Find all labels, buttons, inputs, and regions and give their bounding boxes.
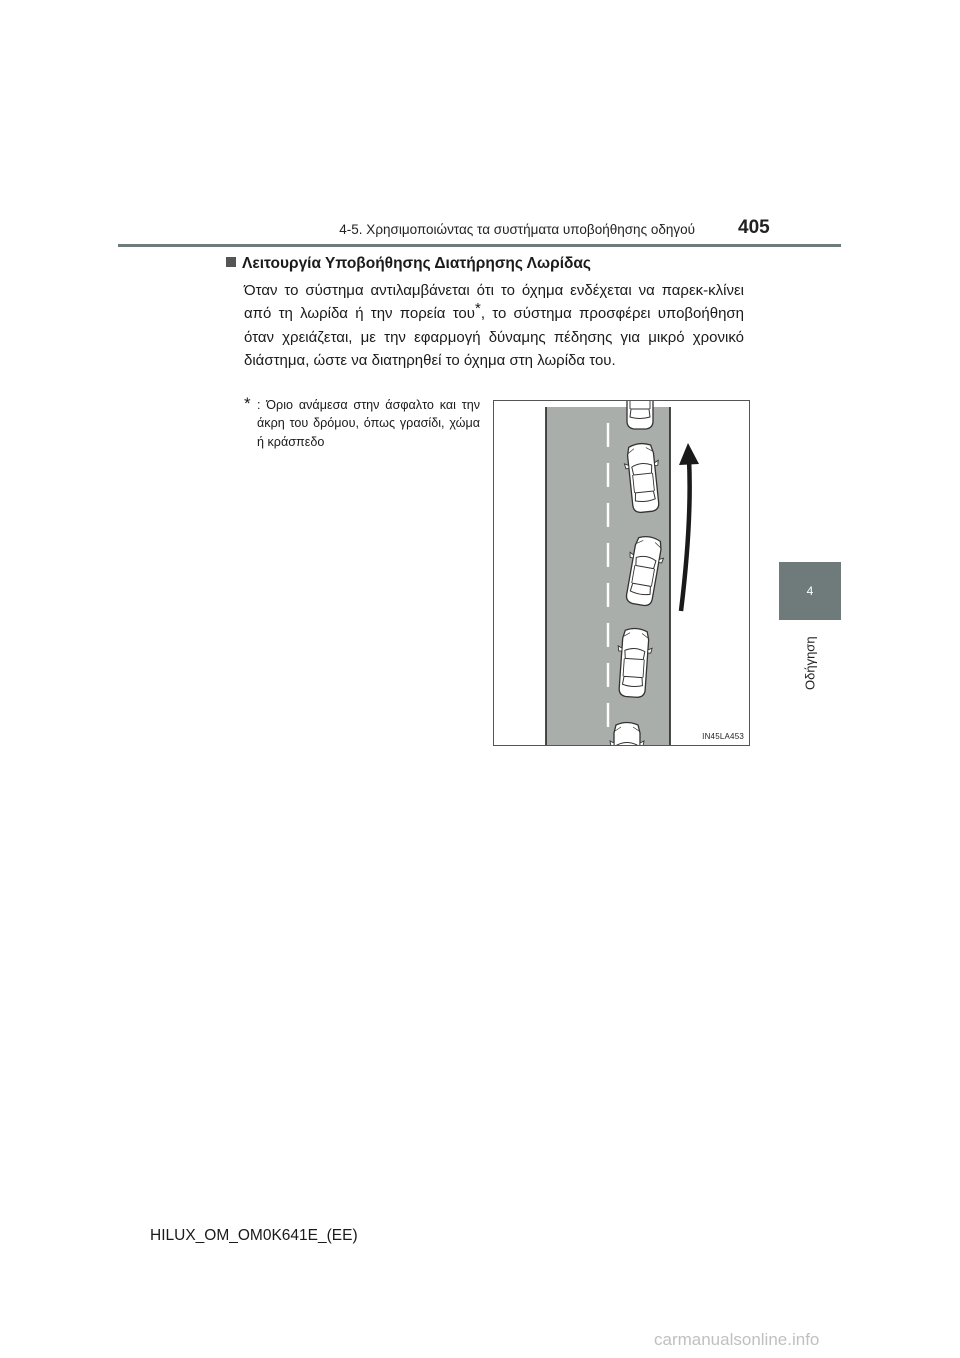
footnote-reference: * [474, 300, 481, 318]
chapter-tab[interactable] [779, 562, 841, 620]
chapter-number: 4 [806, 584, 814, 598]
watermark: carmanualsonline.info [654, 1330, 820, 1349]
body-text-part2: , το σύστημα προσφέρει υποβοήθηση όταν χρειάζεται, με την εφαρμογή δύναμης πέδησης για μικρό χρονικό διάστημα, ώστε να διατηρηθεί το όχημα στη λωρίδα του. [244, 305, 745, 370]
footnote-mark: * [244, 394, 251, 413]
chapter-label [779, 628, 841, 698]
car-icon [623, 401, 657, 429]
square-bullet-icon [226, 257, 236, 267]
section-title: 4-5. Χρησιμοποιώντας τα συστήματα υποβοήθησης οδηγού [339, 222, 695, 237]
footnote-text: : Όριο ανάμεσα στην άσφαλτο και την άκρη του δρόμου, όπως γρασίδι, χώμα ή κράσπεδο [257, 397, 480, 449]
body-text-part1: Όταν το σύστημα αντιλαμβάνεται ότι το όχημα ενδέχεται να παρεκ-κλίνει από τη λωρίδα ή την πορεία του [244, 282, 744, 323]
document-code: HILUX_OM_OM0K641E_(EE) [150, 1227, 358, 1244]
chapter-title: Οδήγηση [802, 636, 818, 690]
section-heading-text: Λειτουργία Υποβοήθησης Διατήρησης Λωρίδας [242, 255, 591, 272]
figure-code: IN45LA453 [702, 732, 744, 741]
section-heading [226, 255, 766, 273]
road-diagram [494, 401, 750, 746]
footnote [244, 393, 480, 451]
lane-keep-illustration [493, 400, 750, 746]
car-icon [610, 723, 644, 747]
page-number: 405 [738, 217, 770, 238]
body-paragraph [244, 279, 744, 373]
header-divider [118, 244, 841, 247]
